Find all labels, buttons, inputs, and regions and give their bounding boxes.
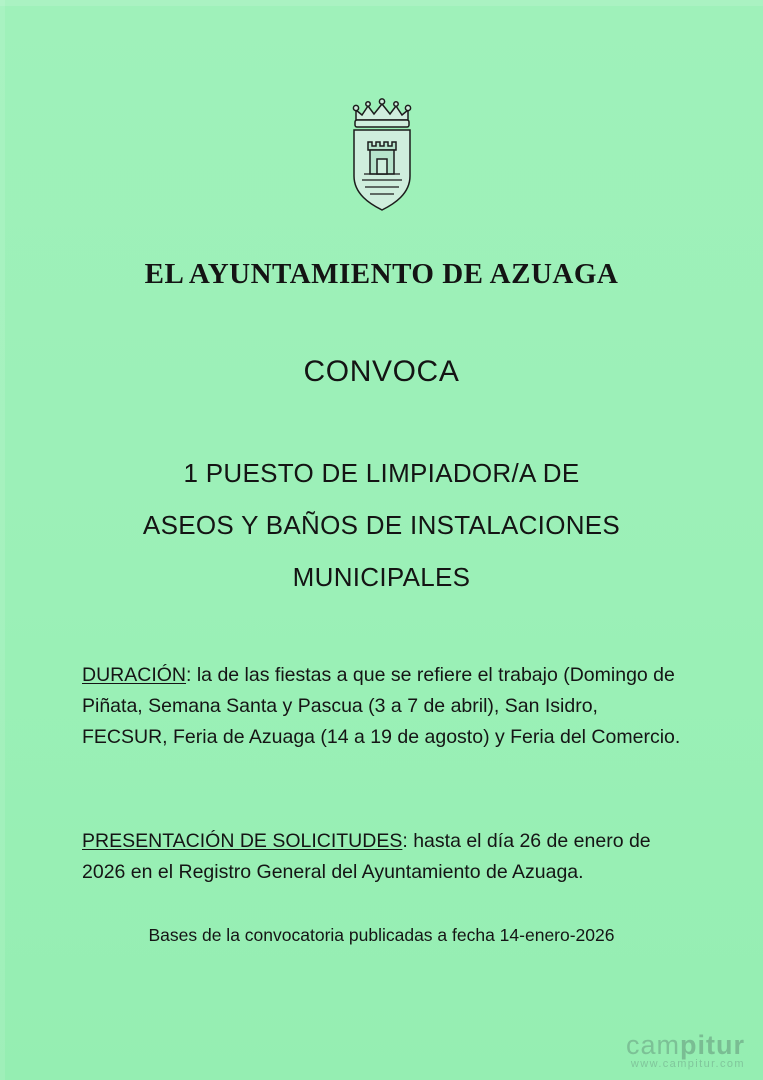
convoca-heading: CONVOCA <box>303 355 460 388</box>
watermark-brand-prefix: cam <box>625 1030 680 1060</box>
page-title: EL AYUNTAMIENTO DE AZUAGA <box>144 258 619 290</box>
duration-paragraph <box>82 660 682 753</box>
crest-container <box>0 84 763 219</box>
submission-text: : hasta el día 26 de enero de 2026 en el Registro General del Ayuntamiento de Azuaga. <box>82 829 651 883</box>
coat-of-arms-icon <box>334 84 430 219</box>
watermark <box>626 1030 745 1070</box>
submission-paragraph <box>82 826 682 888</box>
watermark-brand <box>626 1030 745 1061</box>
watermark-brand-suffix: pitur <box>680 1030 745 1060</box>
watermark-url: www.campitur.com <box>630 1058 745 1070</box>
position-heading-line-3: MUNICIPALES <box>292 562 471 592</box>
submission-label: PRESENTACIÓN DE SOLICITUDES <box>82 829 403 852</box>
position-heading <box>46 447 717 603</box>
page-edge-top <box>0 0 763 6</box>
duration-label: DURACIÓN <box>82 663 187 686</box>
position-heading-line-2: ASEOS Y BAÑOS DE INSTALACIONES <box>142 510 621 540</box>
position-heading-line-1: 1 PUESTO DE LIMPIADOR/A DE <box>183 458 580 488</box>
footnote: Bases de la convocatoria publicadas a fecha 14-enero-2026 <box>148 925 615 945</box>
duration-text: : la de las fiestas a que se refiere el trabajo (Domingo de Piñata, Semana Santa y Pascua (3 a 7 de abril), San Isidro, FECSUR, Feria de Azuaga (14 a 19 de agosto) y Feria del Comercio. <box>82 663 681 748</box>
